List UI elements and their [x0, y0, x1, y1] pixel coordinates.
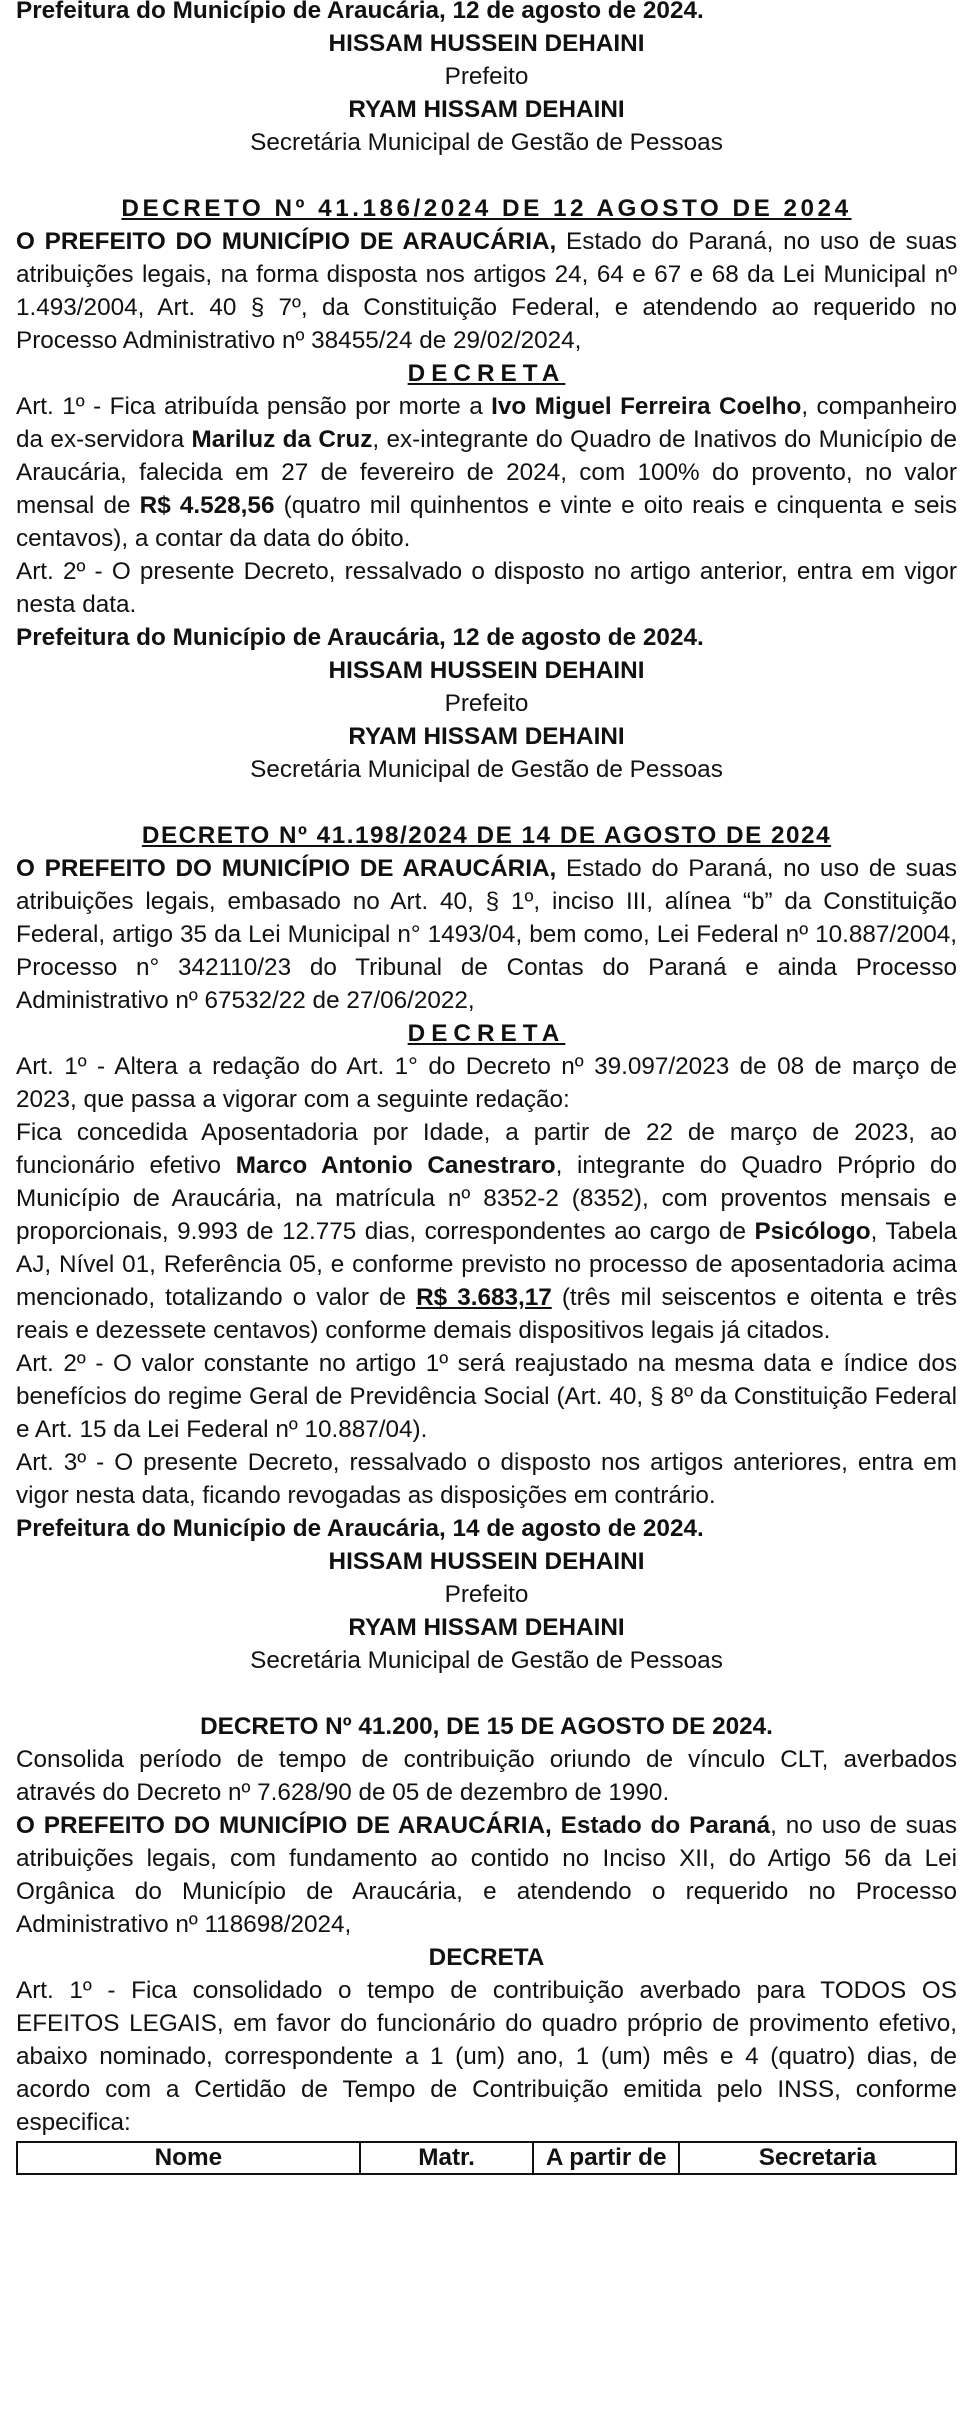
mayor-role: Prefeito: [444, 1581, 529, 1608]
article-1: [16, 390, 957, 555]
mayor-name: HISSAM HUSSEIN DEHAINI: [328, 657, 645, 684]
intro-bold: O PREFEITO DO MUNICÍPIO DE ARAUCÁRIA,: [16, 228, 557, 255]
decree-intro: [16, 1809, 957, 1941]
decree-summary: Consolida período de tempo de contribuição oriundo de vínculo CLT, averbados através do Decreto nº 7.628/90 de 05 de dezembro de 1990.: [16, 1746, 957, 1806]
secretary-name: RYAM HISSAM DEHAINI: [348, 1614, 625, 1641]
intro-text: Estado do Paraná, no uso de suas atribuições legais, na forma disposta nos artigos 24, 64 e 67 e 68 da Lei Municipal nº 1.493/2004, Art. 40 § 7º, da Constituição Federal, e atendendo ao requerido no Processo Administrativo nº 38455/24 de 29/02/2024,: [16, 228, 957, 354]
mayor-name: HISSAM HUSSEIN DEHAINI: [328, 1548, 645, 1575]
art1-text-d: (quatro mil quinhentos e vinte e oito reais e cinquenta e seis centavos), a contar da data do óbito.: [16, 492, 958, 552]
secretary-role: Secretária Municipal de Gestão de Pessoas: [250, 756, 723, 783]
article-1: Art. 1º - Fica consolidado o tempo de contribuição averbado para TODOS OS EFEITOS LEGAIS, em favor do funcionário do quadro próprio de provimento efetivo, abaixo nominado, correspondente a 1 (um) ano, 1 (um) mês e 4 (quatro) dias, de acordo com a Certidão de Tempo de Contribuição emitida pelo INSS, conforme especifica:: [16, 1977, 957, 2136]
mayor-name: HISSAM HUSSEIN DEHAINI: [328, 30, 645, 57]
header-name: Nome: [17, 2142, 360, 2174]
job-title: Psicólogo: [754, 1218, 871, 1245]
intro-bold: O PREFEITO DO MUNICÍPIO DE ARAUCÁRIA, Estado do Paraná: [16, 1812, 771, 1839]
decreta-heading: DECRETA: [407, 1020, 566, 1047]
art1-text-a: Fica concedida Aposentadoria por Idade, a partir de 22 de março de 2023, ao funcionário efetivo: [16, 1119, 957, 1179]
art1-text-b: , integrante do Quadro Próprio do Município de Araucária, na matrícula nº 8352-2 (8352), com proventos mensais e proporcionais, 9.993 de 12.775 dias, correspondentes ao cargo de: [16, 1152, 957, 1245]
article-2: Art. 2º - O valor constante no artigo 1º será reajustado na mesma data e índice dos benefícios do regime Geral de Previdência Social (Art. 40, § 8º da Constituição Federal e Art. 15 da Lei Federal nº 10.887/04).: [16, 1350, 957, 1443]
header-department: Secretaria: [679, 2142, 956, 2174]
decree-intro: [16, 852, 957, 1017]
secretary-role: Secretária Municipal de Gestão de Pessoas: [250, 129, 723, 156]
place-date: Prefeitura do Município de Araucária, 14 de agosto de 2024.: [16, 1515, 704, 1542]
decree-title: DECRETO Nº 41.198/2024 DE 14 DE AGOSTO DE 2024: [141, 822, 832, 849]
former-employee-name: Mariluz da Cruz: [191, 426, 373, 453]
place-date: Prefeitura do Município de Araucária, 12 de agosto de 2024.: [16, 624, 704, 651]
article-2: Art. 2º - O presente Decreto, ressalvado o disposto no artigo anterior, entra em vigor nesta data.: [16, 558, 957, 618]
beneficiary-name: Ivo Miguel Ferreira Coelho: [491, 393, 802, 420]
decree-intro: [16, 225, 957, 357]
pension-value: R$ 4.528,56: [139, 492, 275, 519]
intro-text: , no uso de suas atribuições legais, com fundamento ao contido no Inciso XII, do Artigo 56 da Lei Orgânica do Município de Araucária, e atendendo o requerido no Processo Administrativo nº 118698/2024,: [16, 1812, 957, 1938]
decree-title: DECRETO Nº 41.200, DE 15 DE AGOSTO DE 2024.: [200, 1713, 773, 1740]
secretary-name: RYAM HISSAM DEHAINI: [348, 96, 625, 123]
secretary-role: Secretária Municipal de Gestão de Pessoas: [250, 1647, 723, 1674]
art1-text-b: , companheiro da ex-servidora: [16, 393, 958, 453]
table-header-row: [17, 2142, 956, 2174]
decreta-heading: DECRETA: [407, 360, 566, 387]
mayor-role: Prefeito: [444, 690, 529, 717]
retiree-name: Marco Antonio Canestraro: [235, 1152, 556, 1179]
article-3: Art. 3º - O presente Decreto, ressalvado o disposto nos artigos anteriores, entra em vigor nesta data, ficando revogadas as disposições em contrário.: [16, 1449, 957, 1509]
art1-text-a: Art. 1º - Fica atribuída pensão por morte a: [16, 393, 492, 420]
mayor-role: Prefeito: [444, 63, 529, 90]
employee-table: [16, 2141, 957, 2175]
decree-title: DECRETO Nº 41.186/2024 DE 12 AGOSTO DE 2024: [121, 195, 852, 222]
pension-value: R$ 3.683,17: [416, 1284, 552, 1311]
art1-text-d: (três mil seiscentos e oitenta e três reais e dezessete centavos) conforme demais dispositivos legais já citados.: [16, 1284, 958, 1344]
header-registration: Matr.: [360, 2142, 534, 2174]
art1-text-c: , ex-integrante do Quadro de Inativos do Município de Araucária, falecida em 27 de fevereiro de 2024, com 100% do provento, no valor mensal de: [16, 426, 958, 519]
art1-text-c: , Tabela AJ, Nível 01, Referência 05, e conforme previsto no processo de aposentadoria acima mencionado, totalizando o valor de: [16, 1218, 957, 1311]
intro-text: Estado do Paraná, no uso de suas atribuições legais, embasado no Art. 40, § 1º, inciso III, alínea “b” da Constituição Federal, artigo 35 da Lei Municipal n° 1493/04, bem como, Lei Federal nº 10.887/2004, Processo n° 342110/23 do Tribunal de Contas do Paraná e ainda Processo Administrativo nº 67532/22 de 27/06/2022,: [16, 855, 957, 1014]
header-start-date: A partir de: [533, 2142, 679, 2174]
article-1-intro: Art. 1º - Altera a redação do Art. 1° do Decreto nº 39.097/2023 de 08 de março de 2023, que passa a vigorar com a seguinte redação:: [16, 1053, 957, 1113]
article-1: [16, 1116, 957, 1347]
intro-bold: O PREFEITO DO MUNICÍPIO DE ARAUCÁRIA,: [16, 855, 557, 882]
place-date: Prefeitura do Município de Araucária, 12 de agosto de 2024.: [16, 0, 704, 24]
decreta-heading: DECRETA: [428, 1944, 545, 1971]
secretary-name: RYAM HISSAM DEHAINI: [348, 723, 625, 750]
